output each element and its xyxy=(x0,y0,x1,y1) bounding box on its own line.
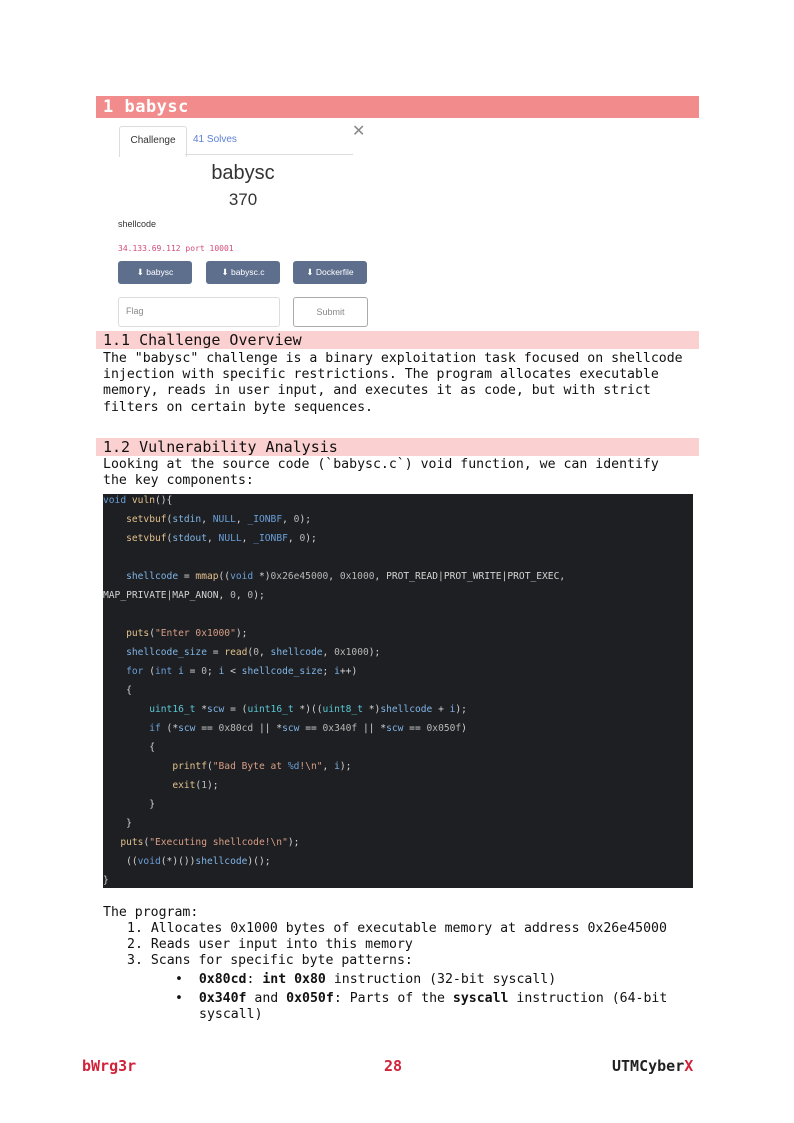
code-line: puts("Executing shellcode!\n"); xyxy=(120,837,300,848)
code-inline: syscall xyxy=(452,991,509,1006)
submit-button[interactable]: Submit xyxy=(293,297,368,327)
tab-solves[interactable]: 41 Solves xyxy=(193,134,237,145)
code-inline: 0x340f xyxy=(198,991,247,1006)
code-line: for (int i = 0; i < shellcode_size; i++) xyxy=(126,666,358,677)
footer-team xyxy=(612,1057,693,1075)
text-inline: : Parts of the xyxy=(333,991,453,1006)
overview-paragraph: The "babysc" challenge is a binary exploitation task focused on shellcode injection with specific restrictions. The program allocates executable memory, reads in user input, and executes it as code, but with strict filters on certain byte sequences. xyxy=(103,351,683,415)
section-heading: 1 babysc xyxy=(103,97,189,117)
code-line: ((void(*)())shellcode)(); xyxy=(103,856,271,867)
text-inline: and xyxy=(246,991,287,1006)
bullet-item-wrap: syscall) xyxy=(199,1007,263,1022)
subsection-heading-vuln: 1.2 Vulnerability Analysis xyxy=(103,438,338,456)
challenge-card xyxy=(103,118,383,328)
code-line: if (*scw == 0x80cd || *scw == 0x340f || *scw == 0x050f) xyxy=(149,723,467,734)
challenge-tag: shellcode xyxy=(118,219,157,229)
code-line: { xyxy=(103,685,132,696)
connection-info: 34.133.69.112 port 10001 xyxy=(118,244,234,253)
bullet-item: • 0x80cd: int 0x80 instruction (32-bit syscall) xyxy=(175,972,557,987)
subsection-heading-bar xyxy=(96,331,699,349)
subsection-heading-bar xyxy=(96,438,699,456)
list-item: 3. Scans for specific byte patterns: xyxy=(127,953,413,968)
list-item: 2. Reads user input into this memory xyxy=(127,937,413,952)
footer-team-name: UTMCyber xyxy=(612,1057,685,1075)
text-inline: : xyxy=(246,972,263,987)
code-line: printf("Bad Byte at %d!\n", i); xyxy=(172,761,352,772)
text-inline: instruction (64-bit xyxy=(508,991,668,1006)
tab-divider xyxy=(185,154,353,155)
list-item: 1. Allocates 0x1000 bytes of executable memory at address 0x26e45000 xyxy=(127,921,667,936)
code-line: exit(1); xyxy=(172,780,219,791)
section-heading-bar xyxy=(96,96,699,118)
download-babysc-c-button[interactable]: ⬇ babysc.c xyxy=(206,261,280,284)
code-line: uint16_t *scw = (uint16_t *)((uint8_t *)shellcode + i); xyxy=(149,704,467,715)
code-line: { xyxy=(103,742,155,753)
code-inline: int 0x80 xyxy=(262,972,326,987)
code-line: } xyxy=(103,875,109,886)
flag-input[interactable] xyxy=(118,297,280,327)
footer-team-suffix: X xyxy=(684,1057,694,1075)
program-intro: The program: xyxy=(103,905,199,920)
code-inline: 0x80cd xyxy=(198,972,247,987)
code-line: shellcode = mmap((void *)0x26e45000, 0x1000, PROT_READ|PROT_WRITE|PROT_EXEC, xyxy=(126,571,566,582)
code-line: puts("Enter 0x1000"); xyxy=(126,628,248,639)
flag-placeholder: Flag xyxy=(126,306,144,316)
footer-author: bWrg3r xyxy=(82,1057,137,1075)
page-number: 28 xyxy=(384,1057,403,1075)
text-inline: instruction (32-bit syscall) xyxy=(325,972,557,987)
code-line: } xyxy=(103,799,155,810)
code-inline: 0x050f xyxy=(286,991,334,1006)
code-block xyxy=(103,494,693,888)
subsection-heading-overview: 1.1 Challenge Overview xyxy=(103,331,302,349)
challenge-points: 370 xyxy=(228,190,258,209)
download-dockerfile-button[interactable]: ⬇ Dockerfile xyxy=(293,261,367,284)
code-line: setvbuf(stdout, NULL, _IONBF, 0); xyxy=(126,533,317,544)
code-line: MAP_PRIVATE|MAP_ANON, 0, 0); xyxy=(103,590,265,601)
code-line: setvbuf(stdin, NULL, _IONBF, 0); xyxy=(126,514,312,525)
code-line: shellcode_size = read(0, shellcode, 0x1000); xyxy=(126,647,381,658)
tab-challenge[interactable]: Challenge xyxy=(119,126,187,157)
download-babysc-button[interactable]: ⬇ babysc xyxy=(118,261,192,284)
code-line: } xyxy=(103,818,132,829)
close-icon[interactable]: ✕ xyxy=(352,123,366,140)
bullet-item: • 0x340f and 0x050f: Parts of the syscall instruction (64-bit xyxy=(175,991,668,1006)
challenge-title: babysc xyxy=(211,162,275,184)
vuln-paragraph: Looking at the source code (`babysc.c`) void function, we can identify the key components: xyxy=(103,457,659,489)
code-line: void vuln(){ xyxy=(103,495,173,506)
